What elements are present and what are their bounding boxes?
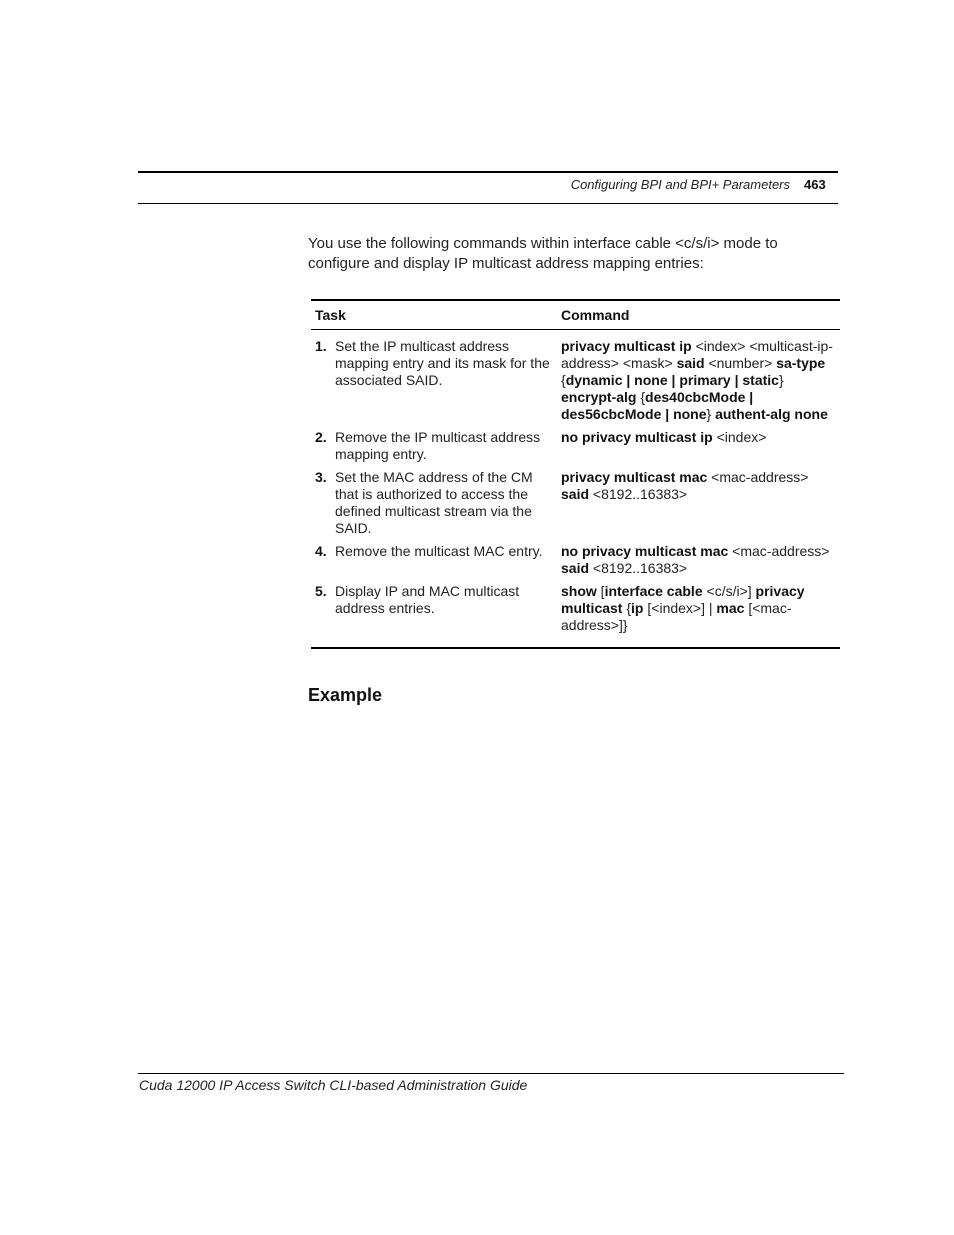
page-number: 463 — [804, 177, 826, 192]
step-number: 5. — [315, 583, 327, 599]
command-argument: <c/s/i>] — [702, 583, 756, 599]
command-cell — [557, 583, 840, 634]
command-keyword: no privacy multicast ip — [561, 429, 713, 445]
command-argument: <number> — [704, 355, 777, 371]
command-keyword: privacy multicast — [561, 583, 805, 616]
header-bottom-rule — [138, 203, 838, 204]
table-body — [311, 330, 840, 647]
table-row — [311, 338, 840, 423]
command-keyword: sa-type — [776, 355, 826, 371]
footer-title: Cuda 12000 IP Access Switch CLI-based Administration Guide — [139, 1077, 528, 1093]
header-top-rule — [138, 171, 838, 173]
command-argument: <index> — [712, 429, 767, 445]
command-keyword: privacy multicast mac — [561, 469, 708, 485]
step-number: 1. — [315, 338, 327, 354]
command-keyword: said — [561, 560, 590, 576]
task-cell — [311, 469, 557, 537]
command-argument: } — [706, 406, 716, 422]
command-keyword: encrypt-alg — [561, 389, 637, 405]
table-row — [311, 543, 840, 577]
header-task: Task — [315, 306, 346, 323]
command-argument: [ — [596, 583, 605, 599]
table-row — [311, 469, 840, 537]
example-heading: Example — [308, 685, 383, 705]
table-row — [311, 429, 840, 463]
command-table — [311, 299, 840, 649]
task-cell — [311, 338, 557, 423]
table-header — [311, 301, 840, 330]
task-text: Remove the IP multicast address mapping entry. — [335, 429, 541, 462]
command-keyword: said — [561, 486, 590, 502]
step-number: 3. — [315, 469, 327, 485]
task-cell — [311, 543, 557, 577]
command-keyword: interface cable — [604, 583, 703, 599]
command-cell — [557, 429, 840, 463]
table-row — [311, 583, 840, 634]
command-keyword: no privacy multicast mac — [561, 543, 729, 559]
command-argument: <index> <multicast-ip-address> <mask> — [561, 338, 833, 371]
running-header-title: Configuring BPI and BPI+ Parameters — [570, 177, 790, 192]
command-cell — [557, 338, 840, 423]
command-argument: { — [636, 389, 646, 405]
command-argument: <mac-address> — [707, 469, 809, 485]
command-keyword: said — [676, 355, 705, 371]
step-number: 2. — [315, 429, 327, 445]
command-keyword: ip — [631, 600, 644, 616]
task-cell — [311, 583, 557, 634]
command-keyword: privacy multicast ip — [561, 338, 692, 354]
command-argument: { — [561, 372, 566, 388]
task-text: Set the IP multicast address mapping entry and its mask for the associated SAID. — [335, 338, 550, 388]
command-keyword: des40cbcMode | des56cbcMode | none — [561, 389, 754, 422]
task-text: Remove the multicast MAC entry. — [335, 543, 543, 559]
command-keyword: dynamic | none | primary | static — [565, 372, 779, 388]
command-cell — [557, 543, 840, 577]
command-argument: { — [622, 600, 632, 616]
task-text: Set the MAC address of the CM that is authorized to access the defined multicast stream via the SAID. — [335, 469, 533, 536]
header-command: Command — [561, 306, 630, 323]
command-argument: <mac-address> — [728, 543, 830, 559]
command-argument: <8192..16383> — [589, 486, 688, 502]
command-keyword: mac — [716, 600, 745, 616]
command-argument: <8192..16383> — [589, 560, 688, 576]
task-cell — [311, 429, 557, 463]
command-argument: } — [778, 372, 784, 388]
command-keyword: authent-alg none — [715, 406, 828, 422]
command-argument: [<index>] | — [643, 600, 717, 616]
step-number: 4. — [315, 543, 327, 559]
footer-rule — [138, 1073, 844, 1074]
command-cell — [557, 469, 840, 537]
command-keyword: show — [561, 583, 597, 599]
command-argument: [<mac-address>]} — [561, 600, 792, 633]
intro-paragraph: You use the following commands within interface cable <c/s/i> mode to configure and display IP multicast address mapping entries: — [308, 235, 778, 272]
task-text: Display IP and MAC multicast address entries. — [335, 583, 520, 616]
